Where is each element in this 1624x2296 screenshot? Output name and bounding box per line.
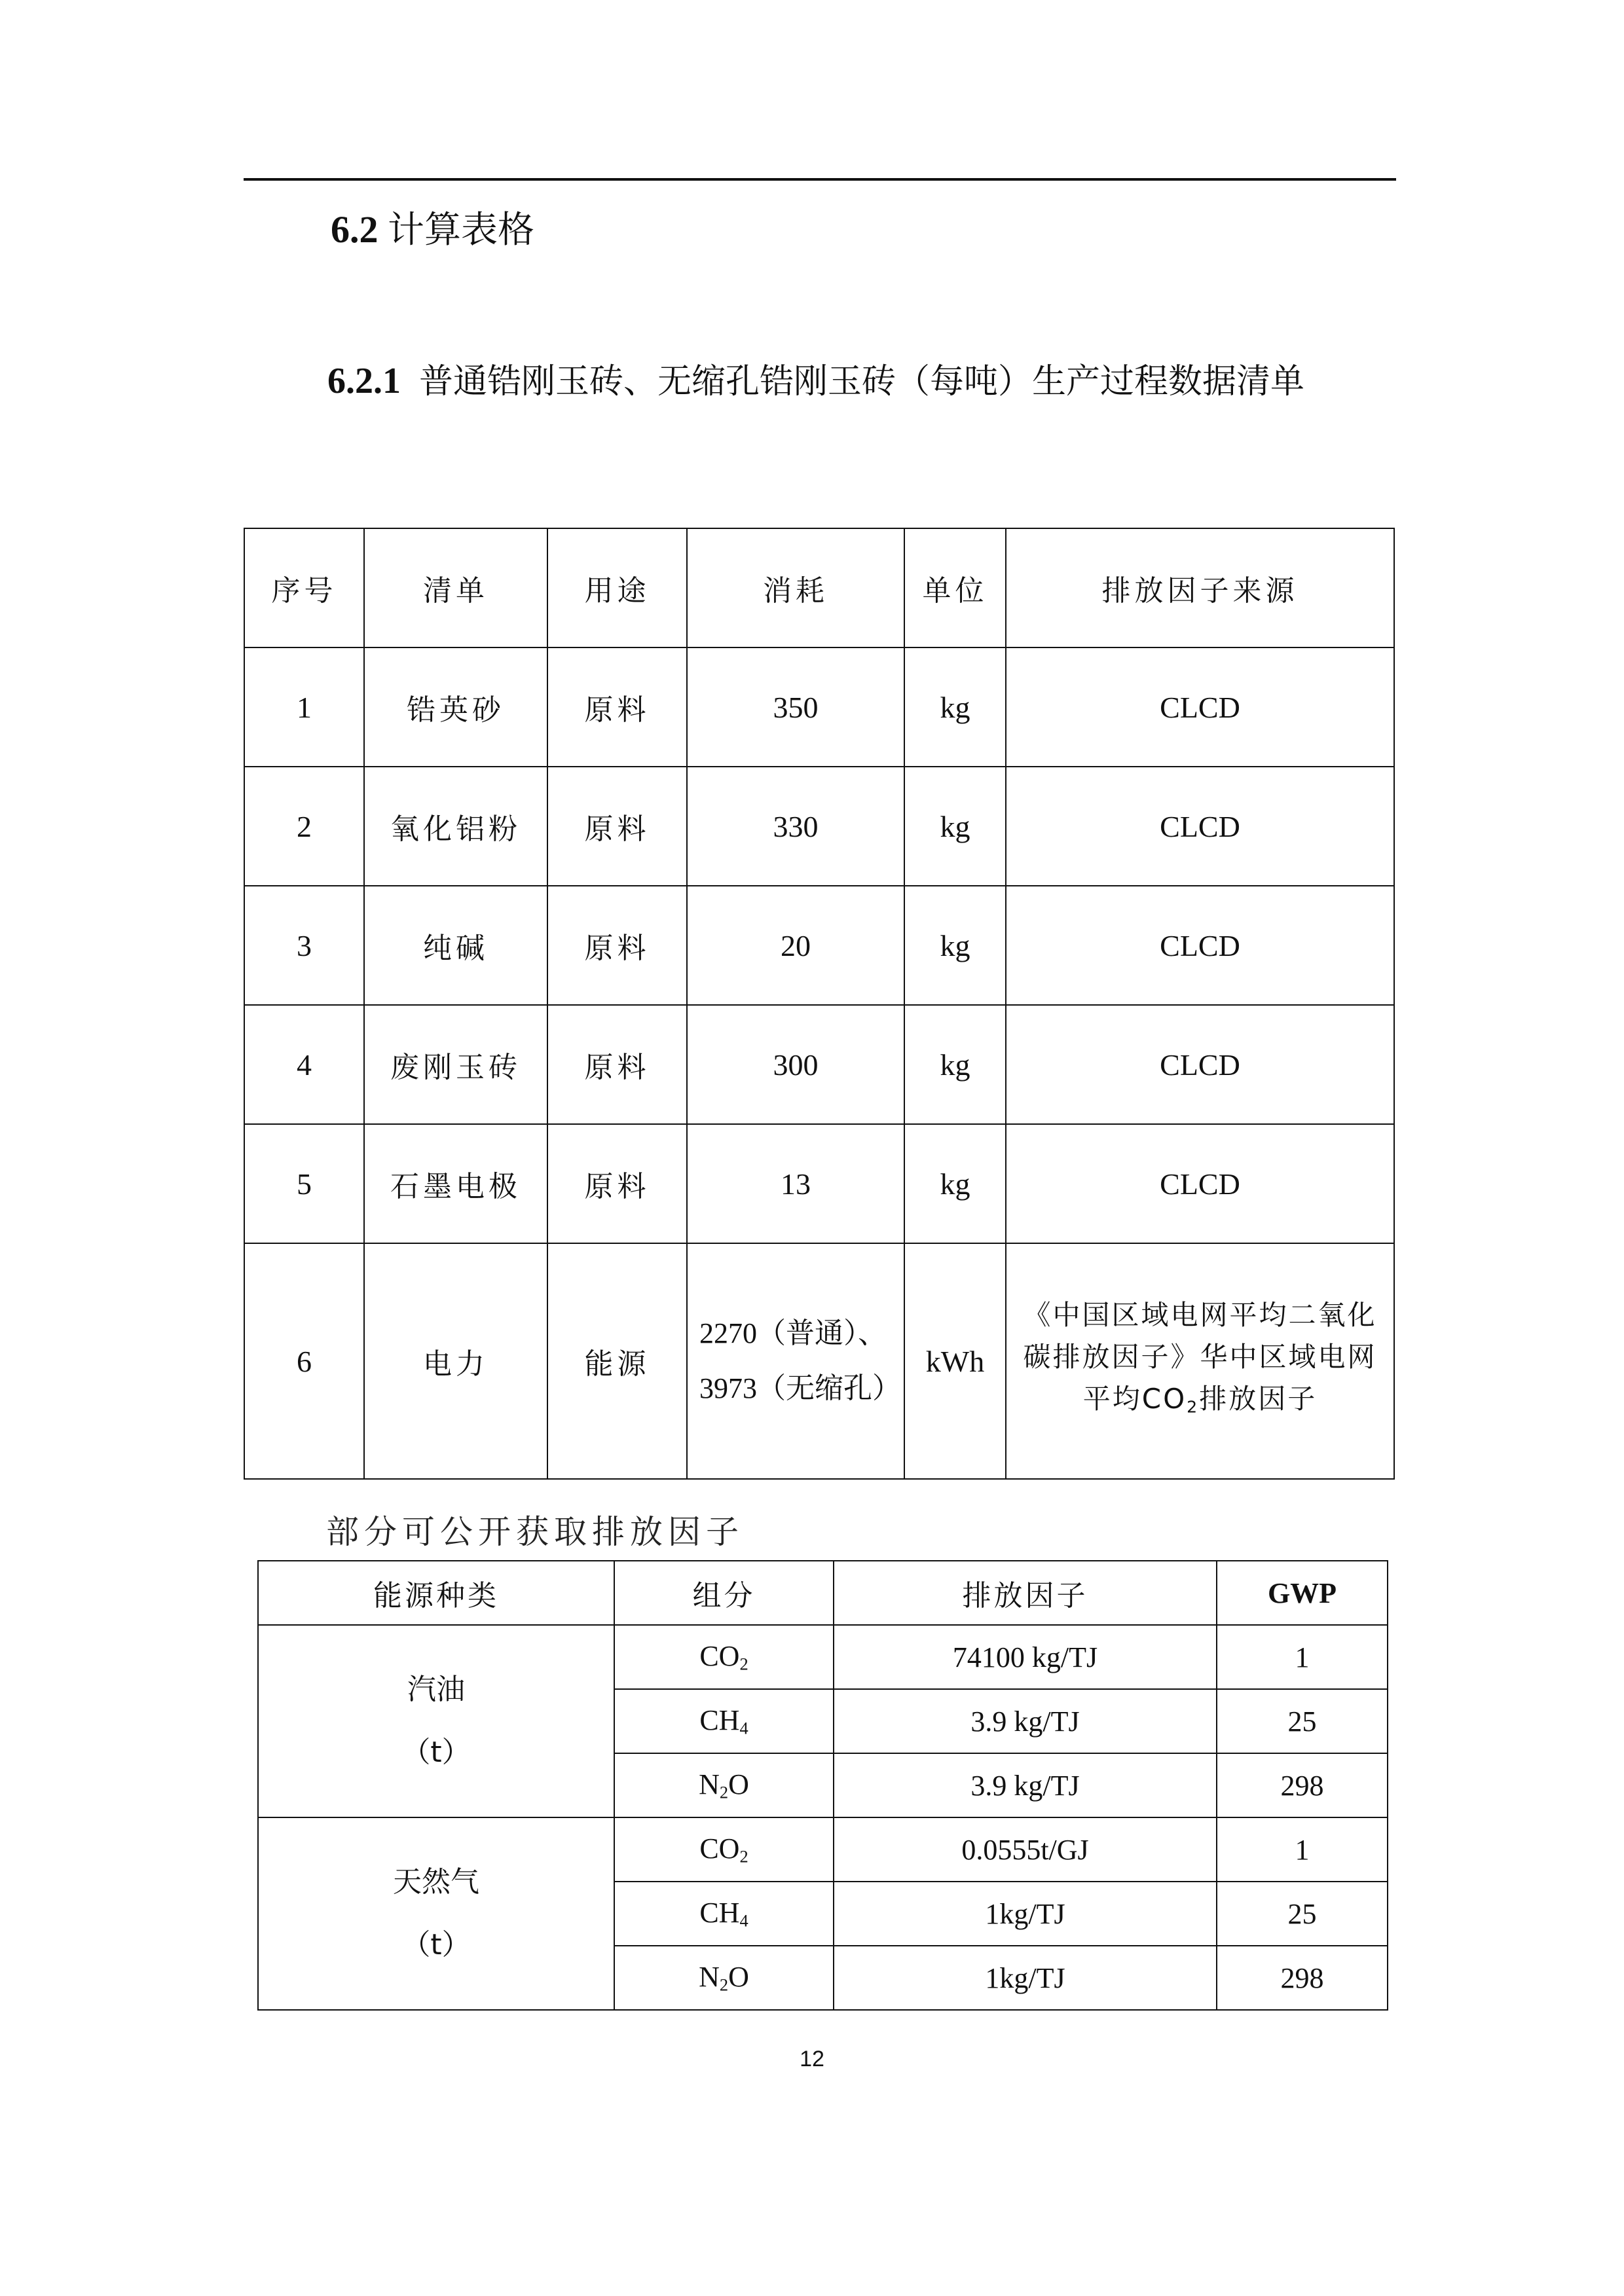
table-row <box>258 1625 1388 1689</box>
table-caption: 部分可公开获取排放因子 <box>326 1513 744 1551</box>
source-text: 《中国区域电网平均二氧化碳排放因子》华中区域电网平均CO <box>1023 1298 1377 1415</box>
cell-item: 电力 <box>364 1243 547 1479</box>
cell-factor: 1kg/TJ <box>834 1946 1217 2010</box>
cell-source <box>1006 1243 1394 1479</box>
consumption-standard: 2270（普通）、 <box>699 1317 887 1349</box>
cell-energy-gasoline <box>258 1625 614 1817</box>
cell-source: CLCD <box>1006 1005 1394 1124</box>
cell-no: 3 <box>244 886 364 1005</box>
table-row <box>244 1005 1394 1124</box>
subsection-heading <box>246 340 1395 423</box>
col-header-gwp: GWP <box>1217 1561 1388 1625</box>
col-header-source: 排放因子来源 <box>1006 528 1394 647</box>
cell-gwp: 25 <box>1217 1882 1388 1946</box>
cell-gas: $CH_4$ <box>614 1882 834 1946</box>
header-rule <box>244 178 1396 181</box>
cell-use: 原料 <box>547 1124 687 1243</box>
subsection-number: 6.2.1 <box>327 361 401 401</box>
cell-no: 6 <box>244 1243 364 1479</box>
cell-unit: kg <box>904 886 1006 1005</box>
cell-gas: $N_2O$ <box>614 1946 834 2010</box>
cell-gwp: 298 <box>1217 1753 1388 1817</box>
cell-gwp: 25 <box>1217 1689 1388 1753</box>
cell-factor: 74100 kg/TJ <box>834 1625 1217 1689</box>
cell-gwp: 298 <box>1217 1946 1388 2010</box>
cell-consumption: 350 <box>687 647 904 767</box>
cell-item: 氧化铝粉 <box>364 767 547 886</box>
col-header-component: 组分 <box>614 1561 834 1625</box>
energy-name: 天然气 <box>393 1865 479 1899</box>
cell-use: 原料 <box>547 647 687 767</box>
cell-no: 1 <box>244 647 364 767</box>
col-header-item: 清单 <box>364 528 547 647</box>
cell-no: 2 <box>244 767 364 886</box>
cell-consumption: 330 <box>687 767 904 886</box>
cell-use: 原料 <box>547 767 687 886</box>
energy-unit: （t） <box>401 1736 471 1769</box>
cell-energy-natural-gas <box>258 1817 614 2010</box>
inventory-table <box>244 528 1395 1480</box>
table-row <box>244 886 1394 1005</box>
cell-use: 原料 <box>547 1005 687 1124</box>
cell-gwp: 1 <box>1217 1625 1388 1689</box>
cell-gas: $CO_2$ <box>614 1817 834 1882</box>
table-row <box>244 647 1394 767</box>
energy-name: 汽油 <box>407 1673 465 1706</box>
table-row <box>258 1817 1388 1882</box>
cell-factor: 1kg/TJ <box>834 1882 1217 1946</box>
cell-item: 废刚玉砖 <box>364 1005 547 1124</box>
cell-item: 锆英砂 <box>364 647 547 767</box>
cell-source: CLCD <box>1006 886 1394 1005</box>
cell-factor: 3.9 kg/TJ <box>834 1753 1217 1817</box>
col-header-no: 序号 <box>244 528 364 647</box>
cell-item: 纯碱 <box>364 886 547 1005</box>
cell-unit: kg <box>904 1005 1006 1124</box>
col-header-consumption: 消耗 <box>687 528 904 647</box>
source-text-end: 排放因子 <box>1199 1382 1318 1415</box>
cell-source: CLCD <box>1006 647 1394 767</box>
table-row <box>244 1243 1394 1479</box>
cell-no: 4 <box>244 1005 364 1124</box>
cell-factor: 0.0555t/GJ <box>834 1817 1217 1882</box>
section-heading <box>331 208 534 251</box>
cell-use: 能源 <box>547 1243 687 1479</box>
table-header-row <box>244 528 1394 647</box>
table-row <box>244 767 1394 886</box>
cell-unit: kg <box>904 647 1006 767</box>
cell-source: CLCD <box>1006 1124 1394 1243</box>
col-header-use: 用途 <box>547 528 687 647</box>
consumption-no-shrinkage: 3973（无缩孔） <box>699 1372 901 1404</box>
section-number: 6.2 <box>331 208 378 251</box>
cell-consumption <box>687 1243 904 1479</box>
table-row <box>244 1124 1394 1243</box>
cell-use: 原料 <box>547 886 687 1005</box>
cell-source: CLCD <box>1006 767 1394 886</box>
energy-unit: （t） <box>401 1928 471 1961</box>
cell-item: 石墨电极 <box>364 1124 547 1243</box>
cell-factor: 3.9 kg/TJ <box>834 1689 1217 1753</box>
table-header-row <box>258 1561 1388 1625</box>
cell-unit: kg <box>904 767 1006 886</box>
cell-consumption: 300 <box>687 1005 904 1124</box>
cell-gas: $CO_2$ <box>614 1625 834 1689</box>
cell-unit: kWh <box>904 1243 1006 1479</box>
cell-gas: $N_2O$ <box>614 1753 834 1817</box>
cell-consumption: 20 <box>687 886 904 1005</box>
page-number: 12 <box>800 2047 824 2071</box>
emission-factor-table <box>257 1560 1388 2011</box>
col-header-energy-type: 能源种类 <box>258 1561 614 1625</box>
cell-no: 5 <box>244 1124 364 1243</box>
cell-gas: $CH_4$ <box>614 1689 834 1753</box>
subsection-title: 普通锆刚玉砖、无缩孔锆刚玉砖（每吨）生产过程数据清单 <box>419 362 1305 401</box>
col-header-emission-factor: 排放因子 <box>834 1561 1217 1625</box>
source-subscript: 2 <box>1187 1397 1200 1417</box>
cell-unit: kg <box>904 1124 1006 1243</box>
cell-gwp: 1 <box>1217 1817 1388 1882</box>
section-title: 计算表格 <box>388 209 534 251</box>
col-header-unit: 单位 <box>904 528 1006 647</box>
cell-consumption: 13 <box>687 1124 904 1243</box>
